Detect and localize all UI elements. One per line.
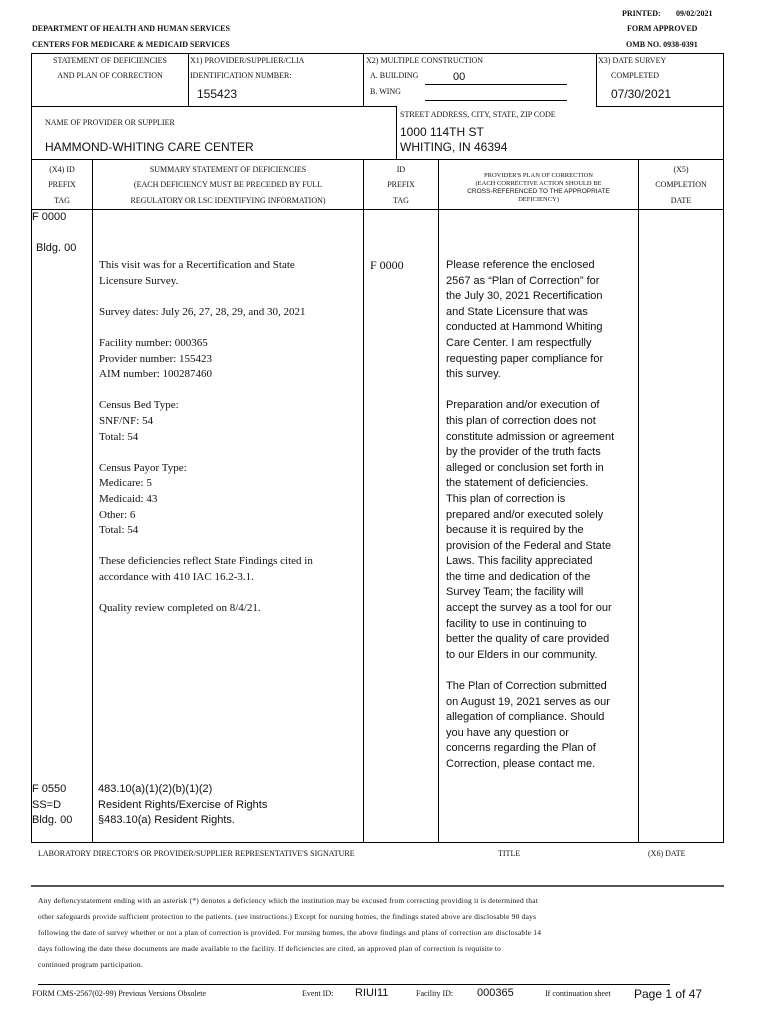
x4-id-header: (X4) ID — [49, 165, 75, 174]
footnote — [38, 893, 718, 973]
provider-name-label: NAME OF PROVIDER OR SUPPLIER — [45, 118, 175, 127]
footnote-line: Any defiencystatement ending with an asterisk (*) denotes a deficiency which the institution may be excused from correcting providing it is determined that — [38, 896, 539, 905]
centers-title: CENTERS FOR MEDICARE & MEDICAID SERVICES — [32, 40, 230, 49]
id-tag-header: TAG — [393, 196, 409, 205]
footnote-line: days following the date these documents are made available to the facility. If deficiencies are cited, an approved plan of correction is requisite to — [38, 944, 502, 953]
plan-header-2: (EACH CORRECTIVE ACTION SHOULD BE — [475, 180, 602, 187]
summary-paragraph: Survey dates: July 26, 27, 28, 29, and 30, 2021 — [99, 305, 306, 318]
event-id-value: RIUI11 — [355, 987, 389, 999]
department-title: DEPARTMENT OF HEALTH AND HUMAN SERVICES — [32, 24, 230, 33]
plan-paragraph: The Plan of Correction submitted on August 19, 2021 serves as our allegation of compliance. Should you have any question or concerns regarding the Plan of Correction, please contact me. — [446, 680, 610, 770]
footnote-line: continued program participation. — [38, 960, 143, 969]
summary-paragraph: Census Bed Type: SNF/NF: 54 Total: 54 — [99, 399, 179, 443]
omb-number: OMB NO. 0938-0391 — [626, 40, 698, 49]
regulation-title: Resident Rights/Exercise of Rights — [98, 798, 268, 811]
identification-number-label: IDENTIFICATION NUMBER: — [190, 71, 292, 80]
page-number: Page 1 of 47 — [634, 987, 703, 1001]
scope-severity: SS=D — [32, 798, 62, 811]
id-prefix-header: PREFIX — [387, 180, 415, 189]
plan-of-correction-label: AND PLAN OF CORRECTION — [57, 71, 163, 80]
summary-statement — [99, 258, 361, 617]
wing-label: B. WING — [370, 87, 401, 96]
x6-date-label: (X6) DATE — [648, 849, 686, 858]
x5-header: (X5) — [673, 165, 689, 174]
plan-header-3: CROSS-REFERENCED TO THE APPROPRIATE — [467, 188, 610, 195]
facility-id-value: 000365 — [477, 987, 514, 999]
form-number: FORM CMS-2567(02-99) Previous Versions Obsolete — [32, 989, 207, 998]
facility-id-label: Facility ID: — [416, 989, 454, 998]
plan-paragraph: Preparation and/or execution of this plan of correction does not constitute admission or agreement by the provider of the truth facts alleged or conclusion set forth in the statement of deficiencies. This plan of correction is prepared and/or executed solely because it is required by the provision of the Federal and State Laws. This facility appreciated the time and dedication of the Survey Team; the facility will accept the survey as a tool for our facility to use in continuing to better the quality of care provided to our Elders in our community. — [446, 399, 615, 661]
summary-header-3: REGULATORY OR LSC IDENTIFYING INFORMATION) — [130, 196, 326, 205]
multiple-construction-label: X2) MULTIPLE CONSTRUCTION — [366, 56, 484, 65]
x4-tag-header: TAG — [54, 196, 70, 205]
building-label: A. BUILDING — [370, 71, 419, 80]
regulation-block — [98, 782, 267, 829]
plan-header-4: DEFICIENCY) — [518, 196, 559, 203]
x4-prefix-header: PREFIX — [48, 180, 76, 189]
plan-paragraph: Please reference the enclosed 2567 as “Plan of Correction” for the July 30, 2021 Recertification and State Licensure that was conducted at Hammond Whiting Care Center. I am respectfully requesting paper compliance for this survey. — [446, 259, 604, 381]
footnote-line: following the date of survey whether or not a plan of correction is provided. For nursing homes, the above findings and plans of correction are disclosable 14 — [38, 928, 542, 937]
date-survey-label: X3) DATE SURVEY — [598, 56, 667, 65]
date-header: DATE — [670, 196, 692, 205]
address-line1: 1000 114TH ST — [400, 125, 484, 139]
plan-header-1: PROVIDER'S PLAN OF CORRECTION — [484, 172, 593, 179]
form-approved: FORM APPROVED — [627, 24, 698, 33]
provider-name-value: HAMMOND-WHITING CARE CENTER — [45, 140, 254, 154]
tag-f0550: F 0550 — [32, 783, 67, 795]
footnote-line: other safeguards provide sufficient protection to the patients. (see instructions.) Except for nursing homes, the findings stated above are disclosable 90 days — [38, 912, 537, 921]
summary-paragraph: Census Payor Type: Medicare: 5 Medicaid: 43 Other: 6 Total: 54 — [99, 461, 187, 537]
summary-header-1: SUMMARY STATEMENT OF DEFICIENCIES — [149, 165, 307, 174]
provider-id-value: 155423 — [197, 87, 238, 101]
tag-f0550-block — [32, 782, 72, 829]
provider-clia-label: X1) PROVIDER/SUPPLIER/CLIA — [190, 56, 305, 65]
street-address-label: STREET ADDRESS, CITY, STATE, ZIP CODE — [400, 110, 556, 119]
bldg-00-second: Bldg. 00 — [32, 814, 73, 827]
title-label: TITLE — [498, 849, 521, 858]
event-id-label: Event ID: — [302, 989, 334, 998]
address-line2: WHITING, IN 46394 — [400, 140, 508, 154]
building-value: 00 — [453, 71, 466, 83]
id-header: ID — [396, 165, 406, 174]
printed-date: 09/02/2021 — [676, 9, 713, 18]
summary-header-2: (EACH DEFICIENCY MUST BE PRECEDED BY FULL — [133, 180, 323, 189]
tag-f0000: F 0000 — [32, 211, 67, 223]
summary-paragraph: Facility number: 000365 Provider number: 155423 AIM number: 100287460 — [99, 336, 213, 381]
plan-of-correction — [446, 258, 636, 773]
summary-paragraph: Quality review completed on 8/4/21. — [99, 602, 261, 615]
date-completed-value: 07/30/2021 — [611, 87, 672, 101]
id-tag-f0000: F 0000 — [370, 258, 404, 272]
signature-label: LABORATORY DIRECTOR'S OR PROVIDER/SUPPLIER REPRESENTATIVE'S SIGNATURE — [38, 849, 355, 858]
printed-label: PRINTED: — [622, 9, 661, 18]
regulation-section: §483.10(a) Resident Rights. — [98, 814, 235, 827]
completion-header: COMPLETION — [655, 180, 707, 189]
continuation-sheet: If continuation sheet — [545, 989, 611, 998]
statement-label: STATEMENT OF DEFICIENCIES — [53, 56, 167, 65]
regulation-number: 483.10(a)(1)(2)(b)(1)(2) — [98, 783, 213, 795]
summary-paragraph: This visit was for a Recertification and State Licensure Survey. — [99, 259, 295, 287]
summary-paragraph: These deficiencies reflect State Findings cited in accordance with 410 IAC 16.2-3.1. — [99, 555, 313, 583]
completed-label: COMPLETED — [611, 71, 659, 80]
bldg-00: Bldg. 00 — [36, 242, 77, 254]
